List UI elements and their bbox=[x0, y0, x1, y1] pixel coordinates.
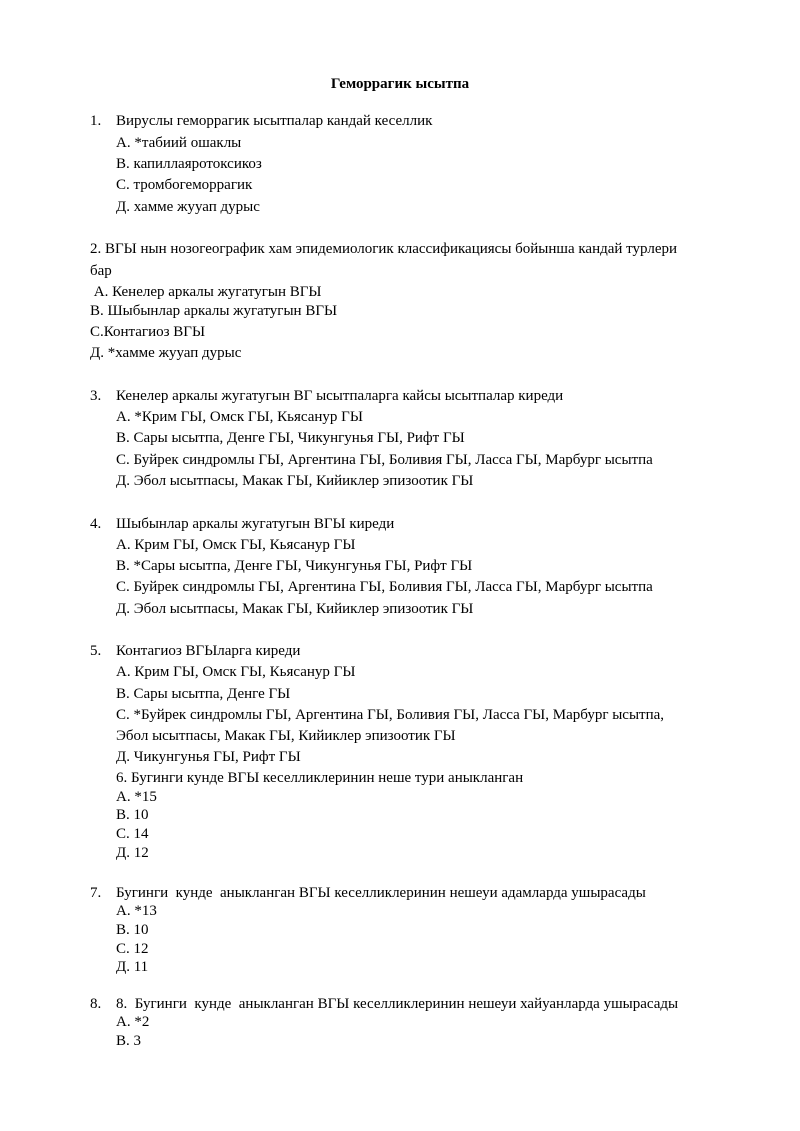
option-c: С.Контагиоз ВГЫ bbox=[90, 324, 206, 340]
option-a: А. *15 bbox=[116, 789, 157, 805]
option-b: В. Сары ысытпа, Денге ГЫ bbox=[116, 686, 291, 702]
option-b: В. 10 bbox=[116, 922, 149, 938]
question-text-continued: бар bbox=[90, 263, 112, 279]
option-a: А. *Крим ГЫ, Омск ГЫ, Кьясанур ГЫ bbox=[116, 409, 363, 425]
option-c: С. тромбогеморрагик bbox=[116, 177, 253, 193]
option-c: С. Буйрек синдромлы ГЫ, Аргентина ГЫ, Боливия ГЫ, Ласса ГЫ, Марбург ысытпа bbox=[116, 452, 653, 468]
option-a: А. Крим ГЫ, Омск ГЫ, Кьясанур ГЫ bbox=[116, 537, 356, 553]
option-d: Д. Эбол ысытпасы, Макак ГЫ, Кийиклер эпизоотик ГЫ bbox=[116, 601, 474, 617]
option-d: Д. 11 bbox=[116, 959, 149, 975]
option-a: А. Кенелер аркалы жугатугын ВГЫ bbox=[90, 284, 322, 300]
option-d: Д. Эбол ысытпасы, Макак ГЫ, Кийиклер эпизоотик ГЫ bbox=[116, 473, 474, 489]
question-text: Шыбынлар аркалы жугатугын ВГЫ киреди bbox=[116, 516, 395, 532]
option-d: Д. 12 bbox=[116, 845, 149, 861]
question-number: 3. bbox=[90, 388, 102, 404]
question-text: Вируслы геморрагик ысытпалар кандай кеселлик bbox=[116, 113, 433, 129]
question-text: Бугинги кунде аныкланган ВГЫ кеселликлеринин нешеуи адамларда ушырасады bbox=[116, 885, 646, 901]
option-a: А. *2 bbox=[116, 1014, 150, 1030]
option-c-continued: Эбол ысытпасы, Макак ГЫ, Кийиклер эпизоотик ГЫ bbox=[116, 728, 456, 744]
question-number: 4. bbox=[90, 516, 102, 532]
option-c: С. 12 bbox=[116, 941, 149, 957]
question-number: 5. bbox=[90, 643, 102, 659]
option-c: С. Буйрек синдромлы ГЫ, Аргентина ГЫ, Боливия ГЫ, Ласса ГЫ, Марбург ысытпа bbox=[116, 579, 653, 595]
question-text: 6. Бугинги кунде ВГЫ кеселликлеринин неше тури аныкланган bbox=[116, 770, 524, 786]
option-a: А. *табиий ошаклы bbox=[116, 135, 242, 151]
option-b: В. 10 bbox=[116, 807, 149, 823]
question-number: 7. bbox=[90, 885, 102, 901]
option-b: В. Шыбынлар аркалы жугатугын ВГЫ bbox=[90, 303, 338, 319]
option-b: В. 3 bbox=[116, 1033, 142, 1049]
question-text: Контагиоз ВГЫларга киреди bbox=[116, 643, 301, 659]
option-b: В. *Сары ысытпа, Денге ГЫ, Чикунгунья ГЫ, Рифт ГЫ bbox=[116, 558, 473, 574]
option-d: Д. хамме жууап дурыс bbox=[116, 199, 260, 215]
option-c: С. *Буйрек синдромлы ГЫ, Аргентина ГЫ, Боливия ГЫ, Ласса ГЫ, Марбург ысытпа, bbox=[116, 707, 665, 723]
question-number: 1. bbox=[90, 113, 102, 129]
question-number: 8. bbox=[90, 996, 102, 1012]
question-text: Кенелер аркалы жугатугын ВГ ысытпаларга кайсы ысытпалар киреди bbox=[116, 388, 564, 404]
document-title: Геморрагик ысытпа bbox=[330, 76, 470, 92]
option-a: А. *13 bbox=[116, 903, 157, 919]
option-a: А. Крим ГЫ, Омск ГЫ, Кьясанур ГЫ bbox=[116, 664, 356, 680]
option-d: Д. *хамме жууап дурыс bbox=[90, 345, 242, 361]
option-b: В. Сары ысытпа, Денге ГЫ, Чикунгунья ГЫ, Рифт ГЫ bbox=[116, 430, 465, 446]
question-text: 2. ВГЫ нын нозогеографик хам эпидемиологик классификациясы бойынша кандай турлери bbox=[90, 241, 678, 257]
option-b: В. капиллаяротоксикоз bbox=[116, 156, 262, 172]
option-c: С. 14 bbox=[116, 826, 149, 842]
question-text: 8. Бугинги кунде аныкланган ВГЫ кеселликлеринин нешеуи хайуанларда ушырасады bbox=[116, 996, 679, 1012]
option-d: Д. Чикунгунья ГЫ, Рифт ГЫ bbox=[116, 749, 301, 765]
